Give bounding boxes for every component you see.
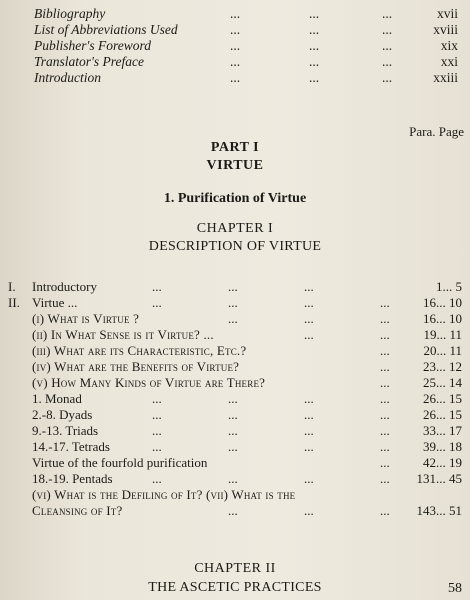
contents-list	[0, 279, 470, 519]
leader-dots: ...	[228, 279, 238, 294]
leader-dots: ...	[304, 439, 314, 454]
page-number: 39... 18	[423, 439, 462, 454]
leader-dots: ...	[152, 295, 162, 310]
part-heading: PART I	[210, 140, 260, 155]
leader-dots: ...	[380, 423, 390, 438]
entry-label: (iii) What are its Characteristic, Etc.?	[32, 343, 247, 358]
leader-dots: ...	[152, 391, 162, 406]
leader-dots: ...	[228, 311, 238, 326]
leader-dots: ...	[382, 54, 393, 69]
entry-label: List of Abbreviations Used	[34, 22, 178, 37]
leader-dots: ...	[380, 327, 390, 342]
page-number: 19... 11	[423, 327, 462, 342]
leader-dots: ...	[304, 311, 314, 326]
toc-entry	[0, 311, 470, 327]
leader-dots: ...	[309, 54, 320, 69]
leader-dots: ...	[380, 295, 390, 310]
leader-dots: ...	[228, 423, 238, 438]
entry-label: Cleansing of It?	[32, 503, 123, 518]
entry-label: Virtue of the fourfold purification	[32, 455, 208, 470]
entry-label: (v) How Many Kinds of Virtue are There?	[32, 375, 266, 390]
page-number: 131... 45	[416, 471, 462, 486]
leader-dots: ...	[380, 375, 390, 390]
chapter-heading: CHAPTER I	[196, 221, 274, 236]
front-matter-item	[34, 54, 464, 70]
page-number: xxiii	[433, 70, 458, 85]
entry-label: Bibliography	[34, 6, 106, 21]
page-number: xviii	[433, 22, 458, 37]
toc-entry	[0, 423, 470, 439]
leader-dots: ...	[309, 6, 320, 21]
page-number: 16... 10	[423, 295, 462, 310]
part-title: VIRTUE	[206, 158, 264, 173]
leader-dots: ...	[380, 391, 390, 406]
entry-label: (i) What is Virtue ?	[32, 311, 140, 326]
leader-dots: ...	[309, 22, 320, 37]
entry-label: 9.-13. Triads	[32, 423, 99, 438]
leader-dots: ...	[380, 311, 390, 326]
entry-label: Introduction	[34, 70, 101, 85]
toc-entry	[0, 279, 470, 295]
front-matter-item	[34, 38, 464, 54]
toc-entry	[0, 391, 470, 407]
leader-dots: ...	[230, 54, 241, 69]
leader-dots: ...	[304, 391, 314, 406]
leader-dots: ...	[309, 70, 320, 85]
chapter-title: DESCRIPTION OF VIRTUE	[148, 239, 322, 254]
leader-dots: ...	[304, 295, 314, 310]
leader-dots: ...	[380, 471, 390, 486]
entry-label: (vi) What is the Defiling of It? (vii) What is the	[32, 487, 296, 502]
page-number: 1... 5	[436, 279, 462, 294]
leader-dots: ...	[304, 327, 314, 342]
leader-dots: ...	[230, 38, 241, 53]
entry-label: Introductory	[32, 279, 97, 294]
leader-dots: ...	[152, 439, 162, 454]
toc-entry	[0, 503, 470, 519]
leader-dots: ...	[380, 359, 390, 374]
entry-label: 14.-17. Tetrads	[32, 439, 110, 454]
leader-dots: ...	[228, 439, 238, 454]
entry-label: Virtue ...	[32, 295, 78, 310]
leader-dots: ...	[309, 38, 320, 53]
leader-dots: ...	[304, 407, 314, 422]
toc-entry	[0, 455, 470, 471]
leader-dots: ...	[382, 38, 393, 53]
leader-dots: ...	[304, 423, 314, 438]
toc-entry	[0, 375, 470, 391]
leader-dots: ...	[380, 439, 390, 454]
leader-dots: ...	[152, 407, 162, 422]
page-number: 26... 15	[423, 407, 462, 422]
chapter-heading: CHAPTER II	[194, 561, 276, 576]
page-number: 33... 17	[423, 423, 462, 438]
leader-dots: ...	[382, 6, 393, 21]
toc-entry	[0, 439, 470, 455]
leader-dots: ...	[380, 503, 390, 518]
leader-dots: ...	[230, 70, 241, 85]
front-matter-list	[34, 6, 464, 86]
leader-dots: ...	[380, 455, 390, 470]
leader-dots: ...	[230, 6, 241, 21]
toc-entry	[0, 343, 470, 359]
page-number: 26... 15	[423, 391, 462, 406]
leader-dots: ...	[380, 343, 390, 358]
leader-dots: ...	[152, 279, 162, 294]
page-number: 20... 11	[423, 343, 462, 358]
leader-dots: ...	[152, 471, 162, 486]
page-number: xix	[440, 38, 458, 53]
entry-label: 18.-19. Pentads	[32, 471, 113, 486]
entry-label: 2.-8. Dyads	[32, 407, 93, 422]
para-page-header: Para. Page	[409, 124, 464, 139]
toc-entry	[0, 471, 470, 487]
entry-label: 1. Monad	[32, 391, 82, 406]
leader-dots: ...	[228, 471, 238, 486]
toc-entry	[0, 327, 470, 343]
leader-dots: ...	[228, 503, 238, 518]
toc-entry	[0, 407, 470, 423]
page-number: xxi	[440, 54, 458, 69]
page-number: 25... 14	[423, 375, 462, 390]
front-matter-item	[34, 70, 464, 86]
roman-numeral: II.	[8, 295, 20, 310]
page-number: 58	[448, 581, 462, 596]
leader-dots: ...	[380, 407, 390, 422]
front-matter-item	[34, 6, 464, 22]
entry-label: (iv) What are the Benefits of Virtue?	[32, 359, 240, 374]
leader-dots: ...	[228, 407, 238, 422]
leader-dots: ...	[304, 503, 314, 518]
leader-dots: ...	[152, 423, 162, 438]
leader-dots: ...	[230, 22, 241, 37]
toc-entry	[0, 487, 470, 503]
toc-entry	[0, 359, 470, 375]
toc-entry	[0, 295, 470, 311]
leader-dots: ...	[228, 295, 238, 310]
page-number: 23... 12	[423, 359, 462, 374]
page-number: xvii	[436, 6, 458, 21]
page-number: 16... 10	[423, 311, 462, 326]
front-matter-item	[34, 22, 464, 38]
roman-numeral: I.	[8, 279, 16, 294]
leader-dots: ...	[382, 22, 393, 37]
leader-dots: ...	[304, 279, 314, 294]
leader-dots: ...	[382, 70, 393, 85]
entry-label: Publisher's Foreword	[34, 38, 152, 53]
leader-dots: ...	[304, 471, 314, 486]
page-number: 143... 51	[416, 503, 462, 518]
entry-label: (ii) In What Sense is it Virtue? ...	[32, 327, 214, 342]
leader-dots: ...	[228, 391, 238, 406]
entry-label: Translator's Preface	[34, 54, 145, 69]
chapter-title: THE ASCETIC PRACTICES	[148, 580, 322, 595]
section-title: 1. Purification of Virtue	[163, 191, 307, 206]
page-number: 42... 19	[423, 455, 462, 470]
